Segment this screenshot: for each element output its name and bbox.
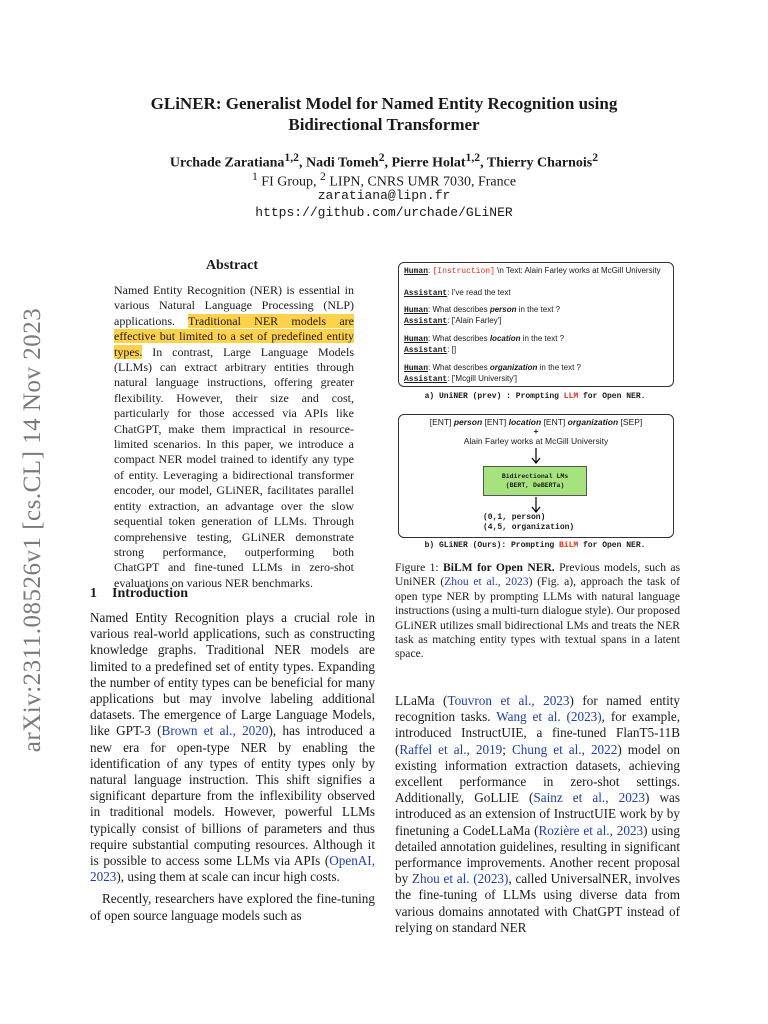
citation-link[interactable]: Zhou et al. (2023) xyxy=(411,871,509,887)
speaker-label: Assistant xyxy=(404,289,448,298)
email-link[interactable]: zaratiana@lipn.fr xyxy=(317,188,451,203)
author-name: Thierry Charnois xyxy=(486,155,593,171)
paragraph xyxy=(90,610,375,885)
citation-link[interactable]: Raffel et al., 2019 xyxy=(399,741,503,757)
citation-link[interactable]: OpenAI, 2023 xyxy=(90,853,375,885)
label-highlight: BiLM xyxy=(559,541,579,550)
figure-a-dialogue xyxy=(398,262,674,387)
dialogue-text: : ['Alain Farley'] xyxy=(447,316,502,325)
author-sup: 1,2 xyxy=(465,151,481,164)
dialogue-text: : ['Mcgill University'] xyxy=(447,374,517,383)
speaker-label: Human xyxy=(404,267,429,276)
author-name: Urchade Zaratiana xyxy=(169,155,285,171)
section-number: 1 xyxy=(90,586,97,601)
speaker-label: Assistant xyxy=(404,346,448,355)
author-sup: 1,2 xyxy=(284,151,299,164)
dialogue-text: \n Text: Alain Farley works at McGill University xyxy=(494,266,661,275)
model-examples: (BERT, DeBERTa) xyxy=(505,482,565,489)
abstract-text: Named Entity Recognition (NER) is essential in various Natural Language Processing (NLP) applications. xyxy=(114,283,354,328)
text: ), using them at scale can incur high costs. xyxy=(116,869,340,885)
dialogue-line xyxy=(404,345,670,356)
paragraph: Recently, researchers have explored the fine-tuning of open source language models such as xyxy=(90,891,375,923)
dialogue-text: in the text ? xyxy=(516,305,561,314)
text: ; xyxy=(502,741,512,757)
arxiv-id: arXiv:2311.08526v1 [cs.CL] 14 Nov 2023 xyxy=(19,307,46,753)
entity-type: person xyxy=(489,305,517,314)
author-list: Urchade Zaratiana$^{1,2}$, Nadi Tomeh$^2$, Pierre Holat$^{1,2}$, Thierry Charnois$^2$ xyxy=(169,151,599,171)
dialogue-line xyxy=(404,288,670,299)
plus-sign: + xyxy=(533,426,539,436)
citation-link[interactable]: Brown et al., 2020 xyxy=(161,723,269,739)
abstract-text: In contrast, Large Language Models (LLMs) can extract arbitrary entities through natural language instructions, offering greater flexibility. However, their size and cost, particularly for those accessed via APIs like ChatGPT, make them impractical in resource-limited scenarios. In this paper, we introduce a compact NER model trained to identify any type of entity. Leveraging a bidirectional transformer encoder, our model, GLiNER, facilitates parallel entity extraction, an advantage over the slow sequential token generation of LLMs. Through comprehensive testing, GLiNER demonstrate strong performance, outperforming both ChatGPT and fine-tuned LLMs in zero-shot evaluations on various NER benchmarks. xyxy=(114,344,354,590)
author-sup: 2 xyxy=(378,151,385,164)
ent-token: [ENT] xyxy=(482,417,509,427)
affil-sup: 2 xyxy=(320,170,326,183)
dialogue-text: : [] xyxy=(447,345,457,354)
abstract-heading: Abstract xyxy=(205,258,259,273)
caption-text: ) (Fig. a), approach the task of open type NER by prompting LLMs with natural language instructions (using a multi-turn dialogue style). Our proposed GLiNER utilizes small bidirectional LMs and treats the NER task as matching entity types with textual spans in a latent space. xyxy=(395,575,680,661)
paragraph xyxy=(395,693,680,936)
speaker-label: Assistant xyxy=(404,317,448,326)
dialogue-line xyxy=(404,334,670,345)
label-text: for Open NER. xyxy=(578,392,646,401)
caption-number: Figure 1: xyxy=(395,561,443,574)
bidirectional-lm-box xyxy=(483,466,587,496)
arxiv-sidebar xyxy=(10,307,56,753)
dialogue-text: : What describes xyxy=(428,305,490,314)
text: ) was introduced as an extension of InstructUIE work by by finetuning a CodeLLaMa ( xyxy=(395,790,680,838)
arrow-down-icon xyxy=(529,497,543,514)
sep-token: [SEP] xyxy=(618,417,643,427)
entity-type: organization xyxy=(567,417,619,427)
entity-type: location xyxy=(508,417,542,427)
dialogue-line xyxy=(404,305,670,316)
caption-text: Previous models, such as UniNER ( xyxy=(395,561,680,589)
dialogue-text: : I've read the text xyxy=(447,288,511,297)
speaker-label: Human xyxy=(404,306,429,315)
figure-a-label xyxy=(398,392,672,401)
label-text: for Open NER. xyxy=(578,541,646,550)
citation-link[interactable]: Chung et al., 2022 xyxy=(512,741,618,757)
text: Named Entity Recognition plays a crucial role in various real-world applications, such as constructing knowledge graphs. Traditional NER models are limited to a predefined set of entity types. Expanding the number of entity types can be beneficial for many applications but may involve labeling additional datasets. The emergence of Large Language Models, like GPT-3 ( xyxy=(90,610,375,739)
author-name: Nadi Tomeh xyxy=(305,155,379,171)
speaker-label: Human xyxy=(404,335,429,344)
figure-caption xyxy=(395,561,680,662)
dialogue-text: : What describes xyxy=(428,363,490,372)
affil-org: LIPN, CNRS UMR 7030, France xyxy=(325,174,517,190)
entity-type: person xyxy=(453,417,483,427)
intro-right-column xyxy=(395,693,680,936)
label-text: a) UniNER (prev) : Prompting xyxy=(424,392,564,401)
output-span: (0,1, person) xyxy=(483,513,546,522)
section-heading xyxy=(90,586,375,602)
section-title: Introduction xyxy=(112,586,188,601)
abstract-highlight: Traditional NER models are effective but limited to a set of predefined entity types. xyxy=(114,313,354,359)
speaker-label: Assistant xyxy=(404,375,448,384)
author-name: Pierre Holat xyxy=(391,155,466,171)
caption-title: BiLM for Open NER. xyxy=(443,561,555,574)
entity-type: location xyxy=(489,334,521,343)
label-text: b) GLiNER (Ours): Prompting xyxy=(424,541,559,550)
affil-sup: 1 xyxy=(251,170,258,183)
text: ) model on existing information extraction datasets, achieving excellent performance in zero-shot settings. Additionally, GoLLIE ( xyxy=(395,741,680,806)
dialogue-line xyxy=(404,374,670,385)
citation-link[interactable]: Zhou et al., 2023 xyxy=(444,575,529,589)
model-name: Bidirectional LMs xyxy=(501,473,569,480)
text: , called UniversalNER, involves the fine-tuning of LLMs using diverse data from various domains annotated with ChatGPT instead of relying on standard NER xyxy=(395,871,680,935)
text: ), has introduced a new era for open-type NER by enabling the identification of any types of entity types only by natural language instruction. This shift signifies a significant departure from the inflexibility observed in traditional models. However, powerful LLMs typically consist of billions of parameters and thus require substantial computing resources. Although it is possible to access some LLMs via APIs ( xyxy=(90,723,376,869)
citation-link[interactable]: Sainz et al., 2023 xyxy=(533,790,645,806)
text: ) using detailed annotation guidelines, resulting in significant performance improvements. Another recent proposal by xyxy=(395,822,680,887)
text: ) for named entity recognition tasks. xyxy=(395,693,680,725)
citation-link[interactable]: Rozière et al., 2023 xyxy=(538,822,644,838)
instruction-tag: [Instruction] xyxy=(432,267,495,276)
author-sup: 2 xyxy=(592,151,599,164)
citation-link[interactable]: Touvron et al., 2023 xyxy=(447,693,570,708)
speaker-label: Human xyxy=(404,364,429,373)
citation-link[interactable]: Wang et al. (2023) xyxy=(496,709,602,725)
text: , for example, introduced InstructUIE, a fine-tuned FlanT5-11B ( xyxy=(395,709,681,757)
dialogue-line: Human: [Instruction] \n Text: Alain Farley works at McGill University xyxy=(404,266,661,276)
dialogue-text: : What describes xyxy=(428,334,490,343)
dialogue-line xyxy=(404,316,670,327)
arrow-down-icon xyxy=(529,448,543,465)
abstract-body xyxy=(114,283,354,591)
text: LLaMa ( xyxy=(395,693,448,708)
paper-title xyxy=(90,93,678,135)
output-span: (4,5, organization) xyxy=(483,523,575,532)
figure-b-label xyxy=(398,541,672,550)
title-line-2: Bidirectional Transformer xyxy=(288,115,480,134)
affil-org: FI Group, xyxy=(257,174,321,190)
dialogue-line xyxy=(404,363,670,374)
input-sentence: Alain Farley works at McGill University xyxy=(463,436,609,446)
github-link[interactable]: https://github.com/urchade/GLiNER xyxy=(255,205,513,220)
entity-type: organization xyxy=(489,363,538,372)
label-highlight: LLM xyxy=(563,392,579,401)
intro-left-column xyxy=(90,610,375,924)
dialogue-text: in the text ? xyxy=(520,334,565,343)
figure-b-diagram xyxy=(398,414,674,538)
dialogue-text: in the text ? xyxy=(537,363,581,372)
ent-token: [ENT] xyxy=(541,417,568,427)
title-line-1: GLiNER: Generalist Model for Named Entity Recognition using xyxy=(150,94,618,113)
ent-token: [ENT] xyxy=(429,417,454,427)
